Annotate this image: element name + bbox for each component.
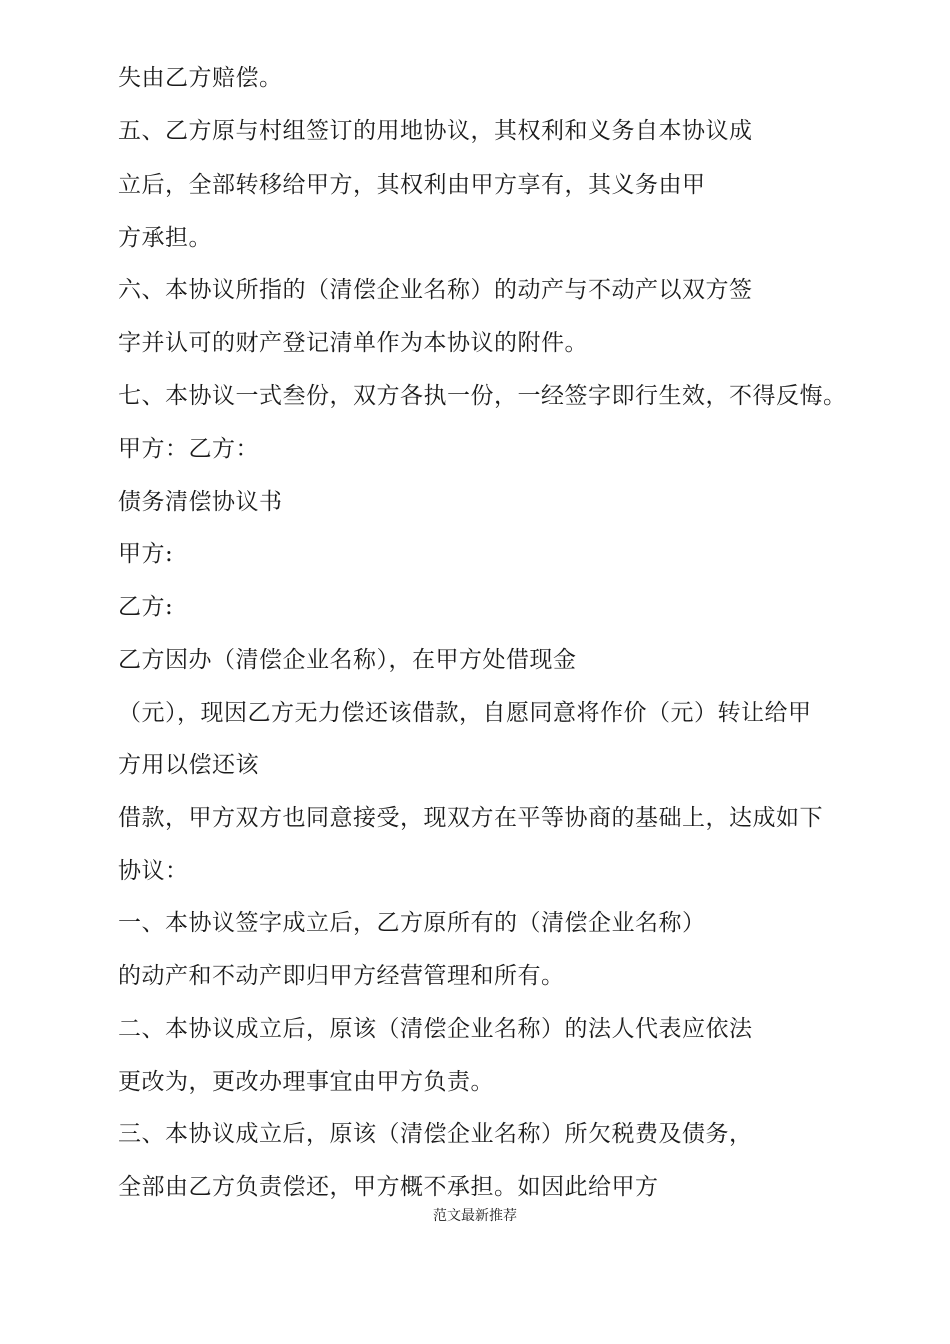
text-line: 甲方：乙方：: [118, 436, 259, 462]
text-line: 一、本协议签字成立后，乙方原所有的（清偿企业名称）: [118, 910, 706, 936]
text-line: 五、乙方原与村组签订的用地协议，其权利和义务自本协议成: [118, 118, 753, 144]
text-line: （元），现因乙方无力偿还该借款，自愿同意将作价（元）转让给甲: [118, 700, 812, 726]
text-line: 方用以偿还该: [118, 752, 259, 778]
text-line: 协议：: [118, 858, 189, 884]
text-line: 字并认可的财产登记清单作为本协议的附件。: [118, 330, 588, 356]
text-line: 借款，甲方双方也同意接受，现双方在平等协商的基础上，达成如下: [118, 805, 823, 831]
text-line: 乙方因办（清偿企业名称），在甲方处借现金: [118, 647, 577, 673]
text-line: 方承担。: [118, 225, 212, 251]
text-line: 乙方:: [118, 594, 174, 620]
text-line: 甲方:: [118, 541, 174, 567]
text-line: 七、本协议一式叁份，双方各执一份，一经签字即行生效，不得反悔。: [118, 383, 847, 409]
section-title: 债务清偿协议书: [118, 489, 283, 515]
page-footer: 范文最新推荐: [433, 1208, 517, 1224]
text-line: 立后，全部转移给甲方，其权利由甲方享有，其义务由甲: [118, 172, 706, 198]
text-line: 失由乙方赔偿。: [118, 65, 283, 91]
text-line: 三、本协议成立后，原该（清偿企业名称）所欠税费及债务，: [118, 1121, 753, 1147]
text-line: 六、本协议所指的（清偿企业名称）的动产与不动产以双方签: [118, 277, 753, 303]
text-line: 二、本协议成立后，原该（清偿企业名称）的法人代表应依法: [118, 1016, 753, 1042]
text-line: 更改为，更改办理事宜由甲方负责。: [118, 1069, 494, 1095]
text-line: 的动产和不动产即归甲方经营管理和所有。: [118, 963, 565, 989]
text-line: 全部由乙方负责偿还，甲方概不承担。如因此给甲方: [118, 1174, 659, 1200]
